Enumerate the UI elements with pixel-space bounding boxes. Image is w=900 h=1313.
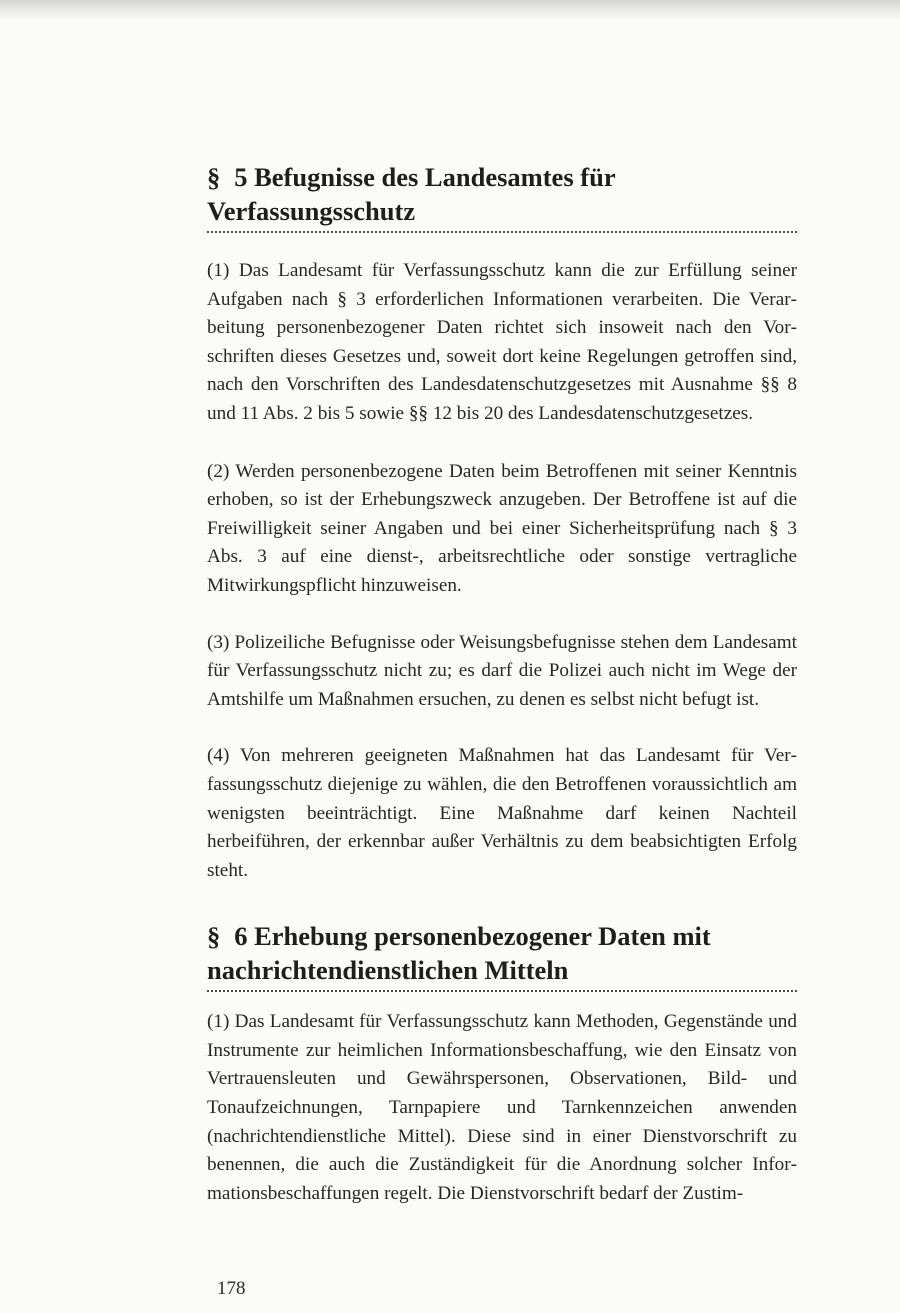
section-5-paragraph-2: (2) Werden personenbezogene Daten beim Betroffenen mit seiner Kenntnis erhoben, so ist der Erhebungszweck anzugeben. Der Betroffene ist auf die Freiwilligkeit seiner Angaben und bei einer Sicherheitsprüfung nach § 3 Abs. 3 auf eine dienst-, arbeitsrechtliche oder sonstige vertragliche Mitwirkungspflicht hinzuweisen. (207, 460, 797, 596)
section-symbol: § (207, 162, 221, 192)
section-5-paragraph-3: (3) Polizeiliche Befugnisse oder Weisungsbefugnisse stehen dem Landesamt für Verfassungsschutz nicht zu; es darf die Polizei auch nicht im Wege der Amtshilfe um Maßnahmen ersuchen, zu denen es selbst nicht befugt ist. (207, 631, 797, 710)
page-number: 178 (217, 1278, 246, 1299)
section-5-paragraph-4: (4) Von mehreren geeigneten Maßnahmen hat das Landesamt für Verfassungsschutz diejenige zu wählen, die den Betroffenen voraussichtlich am wenigsten beeinträchtigt. Eine Maßnahme darf keinen Nachteil herbeiführen, der erkennbar außer Verhältnis zu dem beabsichtigten Erfolg steht. (207, 745, 797, 881)
section-5-heading (207, 160, 797, 233)
section-6-heading (207, 919, 797, 992)
section-5-title: 5 Befugnisse des Landesamtes für Verfassungsschutz (207, 162, 616, 226)
section-6-title: 6 Erhebung personenbezogener Daten mit nachrichtendienstlichen Mitteln (207, 921, 711, 986)
scan-edge-shadow (0, 0, 900, 22)
section-5-paragraph-1: (1) Das Landesamt für Verfassungsschutz kann die zur Erfüllung seiner Aufgaben nach § 3 erforderlichen Informationen verarbeiten. Die Verarbeitung personenbezogener Daten richtet sich insoweit nach den Vorschriften dieses Gesetzes und, soweit dort keine Regelungen getroffen sind, nach den Vorschriften des Landesdatenschutzgesetzes mit Ausnahme §§ 8 und 11 Abs. 2 bis 5 sowie §§ 12 bis 20 des Landesdatenschutzgesetzes. (207, 260, 797, 424)
section-6-paragraph-1: (1) Das Landesamt für Verfassungsschutz kann Methoden, Gegenstände und Instrumente zur heimlichen Informationsbeschaffung, wie den Einsatz von Vertrauensleuten und Gewährspersonen, Observationen, Bild- und Tonaufzeichnungen, Tarnpapiere und Tarnkennzeichen anwenden (nachrichtendienstliche Mittel). Diese sind in einer Dienstvorschrift zu benennen, die auch die Zuständigkeit für die Anordnung solcher Informationsbeschaffungen regelt. Die Dienstvorschrift bedarf der Zustim- (207, 1011, 797, 1204)
document-page (207, 160, 797, 1208)
section-symbol: § (207, 921, 221, 952)
